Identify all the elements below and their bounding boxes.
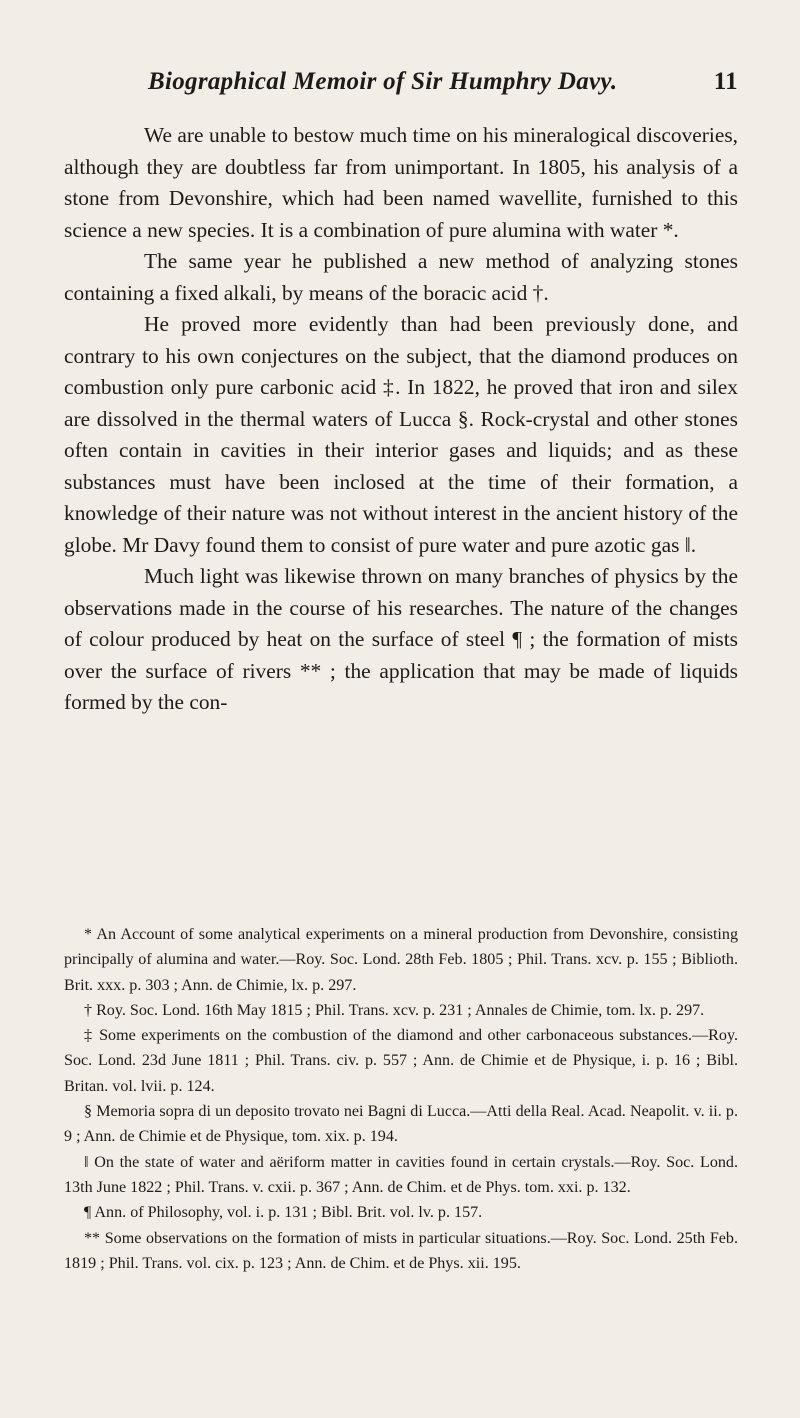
running-header xyxy=(148,68,738,96)
footnote-double-dagger: ‡ Some experiments on the combustion of the diamond and other carbonaceous substances.—Roy. Soc. Lond. 23d June 1811 ; Phil. Trans. civ. p. 557 ; Ann. de Chimie et de Physique, i. p. 16 ; Bibl. Britan. vol. lvii. p. 124. xyxy=(64,1027,738,1095)
paragraph-mineralogy: We are unable to bestow much time on his mineralogical discoveries, although they are doubtless far from unimportant. In 1805, his analysis of a stone from Devonshire, which had been named wavellite, furnished to this science a new species. It is a combination of pure alumina with water *. xyxy=(64,123,738,242)
paragraph-physics: Much light was likewise thrown on many branches of physics by the observations made in the course of his researches. The nature of the changes of colour produced by heat on the surface of steel ¶ ; the formation of mists over the surface of rivers ** ; the application that may be made of liquids formed by the con- xyxy=(64,564,738,714)
page-number: 11 xyxy=(713,68,738,95)
footnotes xyxy=(64,922,738,1276)
paragraph-alkali-method: The same year he published a new method of analyzing stones containing a fixed alkali, by means of the boracic acid †. xyxy=(64,249,738,305)
footnote-asterisk: * An Account of some analytical experiments on a mineral production from Devonshire, consisting principally of alumina and water.—Roy. Soc. Lond. 28th Feb. 1805 ; Phil. Trans. xcv. p. 155 ; Biblioth. Brit. xxx. p. 303 ; Ann. de Chimie, lx. p. 297. xyxy=(64,926,738,994)
running-title: Biographical Memoir of Sir Humphry Davy. xyxy=(148,68,618,95)
footnote-parallel: ‖ On the state of water and aëriform matter in cavities found in certain crystals.—Roy. Soc. Lond. 13th June 1822 ; Phil. Trans. v. cxii. p. 367 ; Ann. de Chim. et de Phys. tom. xxi. p. 132. xyxy=(64,1153,738,1196)
paragraph-diamond: He proved more evidently than had been previously done, and contrary to his own conjectures on the subject, that the diamond produces on combustion only pure carbonic acid ‡. In 1822, he proved that iron and silex are dissolved in the thermal waters of Lucca §. Rock-crystal and other stones often contain in cavities in their interior gases and liquids; and as these substances must have been inclosed at the time of their formation, a knowledge of their nature was not without interest in the ancient history of the globe. Mr Davy found them to consist of pure water and pure azotic gas ‖. xyxy=(64,312,738,557)
footnote-double-asterisk: ** Some observations on the formation of mists in particular situations.—Roy. Soc. Lond. 25th Feb. 1819 ; Phil. Trans. vol. cix. p. 123 ; Ann. de Chim. et de Phys. xii. 195. xyxy=(64,1229,738,1272)
footnote-dagger: † Roy. Soc. Lond. 16th May 1815 ; Phil. Trans. xcv. p. 231 ; Annales de Chimie, tom. lx. p. 297. xyxy=(84,1001,705,1019)
main-text xyxy=(64,120,738,719)
footnote-section: § Memoria sopra di un deposito trovato nei Bagni di Lucca.—Atti della Real. Acad. Neapolit. v. ii. p. 9 ; Ann. de Chimie et de Physique, tom. xix. p. 194. xyxy=(64,1103,738,1146)
footnote-pilcrow: ¶ Ann. of Philosophy, vol. i. p. 131 ; Bibl. Brit. vol. lv. p. 157. xyxy=(84,1204,483,1222)
